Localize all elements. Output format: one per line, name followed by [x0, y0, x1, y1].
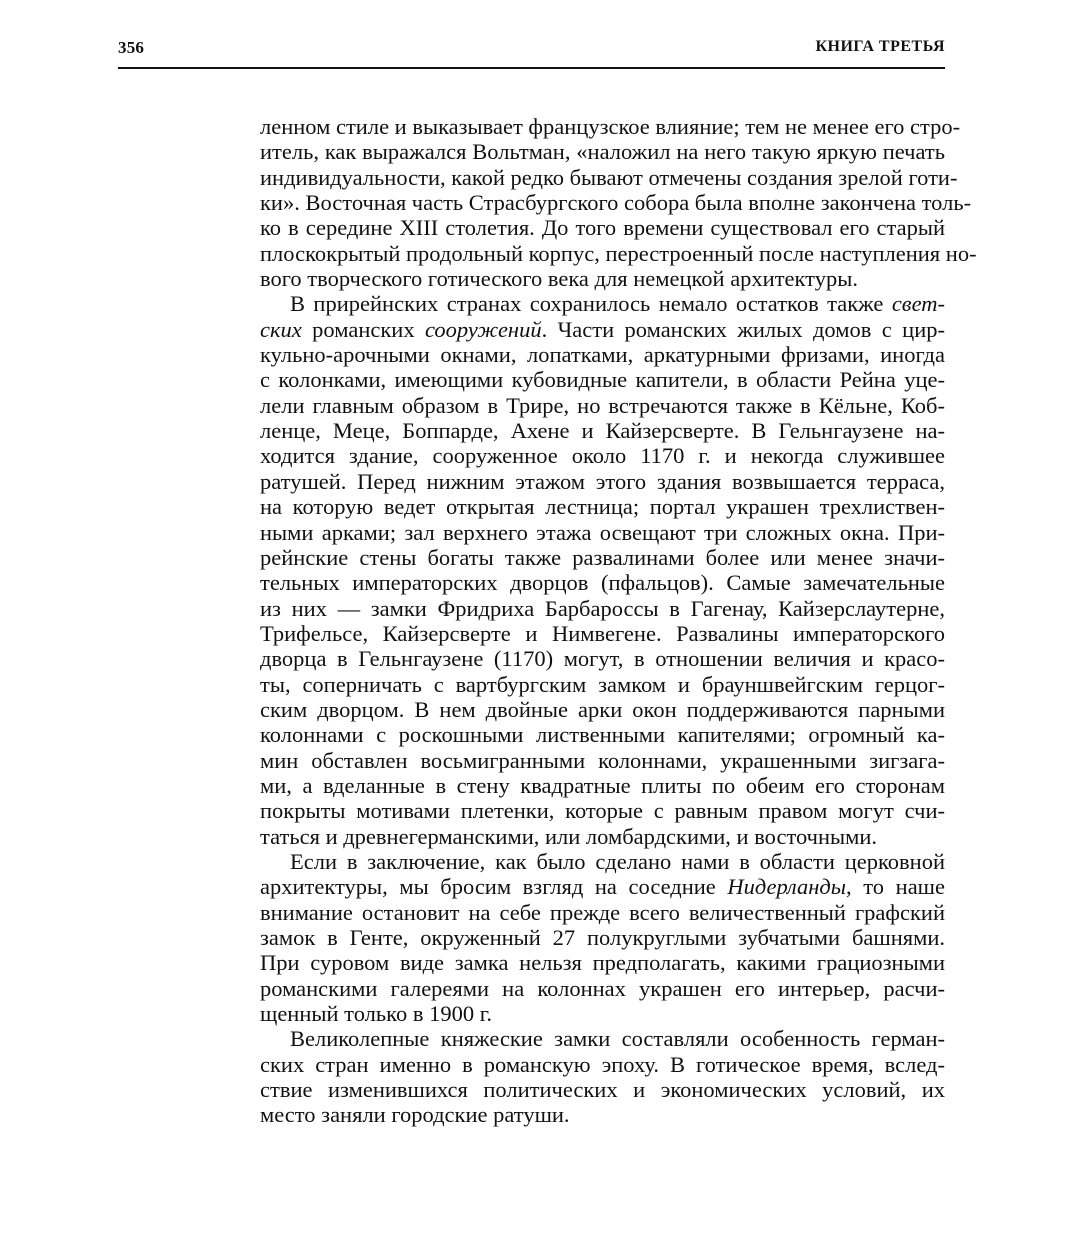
text-line	[260, 646, 945, 671]
text-line	[260, 520, 945, 545]
text-run: с колонками, имеющими кубовидные капители, в области Рейна уце-	[260, 367, 945, 393]
page-header	[118, 38, 945, 60]
text-line	[260, 570, 945, 595]
italic-text: Нидерланды	[727, 874, 847, 900]
text-run: Великолепные княжеские замки составляли особенность герман-	[290, 1026, 945, 1052]
text-run: на которую ведет открытая лестница; портал украшен трехлиствен-	[260, 494, 945, 520]
text-line	[260, 240, 977, 266]
text-run: ратушей. Перед нижним этажом этого здания возвышается терраса,	[260, 468, 945, 494]
text-line	[260, 925, 945, 950]
text-line	[260, 190, 972, 216]
text-line	[260, 291, 945, 316]
paragraph	[260, 1026, 945, 1127]
running-head: КНИГА ТРЕТЬЯ	[815, 38, 945, 55]
text-line	[260, 1102, 945, 1127]
text-line	[260, 443, 945, 468]
text-run: ствие изменившихся политических и экономических условий, их	[260, 1077, 945, 1103]
text-line	[260, 773, 945, 798]
text-run: рейнские стены богаты также развалинами более или менее значи-	[260, 544, 945, 570]
text-run: итель, как выражался Вольтман, «наложил на него такую яркую печать	[260, 139, 945, 165]
text-run: романскими галереями на колоннах украшен его интерьер, расчи-	[260, 975, 945, 1001]
text-run: , то наше	[846, 874, 945, 900]
text-run: щенный только в 1900 г.	[260, 1001, 493, 1027]
text-run: колоннами с роскошными лиственными капителями; огромный ка-	[260, 722, 945, 748]
text-run: В прирейнских странах сохранилось немало остатков также	[290, 291, 892, 317]
text-run: ты, соперничать с вартбургским замком и брауншвейгским герцог-	[260, 671, 945, 697]
text-line	[260, 900, 945, 925]
text-run: замок в Генте, окруженный 27 полукруглыми зубчатыми башнями.	[260, 925, 945, 950]
text-run: ленном стиле и выказывает французское влияние; тем не менее его стро-	[260, 114, 961, 139]
text-run: архитектуры, мы бросим взгляд на соседние	[260, 874, 728, 900]
text-line	[260, 215, 945, 240]
text-run: ными арками; зал верхнего этажа освещают три сложных окна. При-	[260, 519, 945, 545]
text-run: ским дворцом. В нем двойные арки окон поддерживаются парными	[260, 696, 945, 722]
text-line	[260, 874, 945, 899]
text-run: . Части романских жилых домов с цир-	[541, 316, 945, 342]
text-line	[260, 367, 945, 392]
text-run: лели главным образом в Трире, но встречаются также в Кёльне, Коб-	[260, 392, 945, 418]
italic-text: ских	[260, 316, 302, 342]
text-run: ских стран именно в романскую эпоху. В готическое время, вслед-	[260, 1051, 945, 1077]
text-run: ки». Восточная часть Страсбургского собора была вполне закончена толь-	[260, 190, 972, 216]
text-line	[260, 469, 945, 494]
paragraph	[260, 291, 945, 849]
text-run: кульно-арочными окнами, лопатками, аркатурными фризами, иногда	[260, 342, 945, 368]
text-line	[260, 1026, 945, 1051]
text-line	[260, 596, 945, 621]
text-line	[260, 697, 945, 722]
text-run: ко в середине XIII столетия. До того времени существовал его старый	[260, 215, 945, 241]
text-line	[260, 1077, 945, 1102]
text-line	[260, 798, 945, 823]
text-run: тельных императорских дворцов (пфальцов). Самые замечательные	[260, 570, 945, 596]
text-run: ходится здание, сооруженное около 1170 г. и некогда служившее	[260, 443, 945, 469]
text-run: таться и древнегерманскими, или ломбардскими, и восточными.	[260, 823, 878, 849]
italic-text: свет-	[891, 291, 945, 317]
paragraph	[260, 114, 977, 292]
page-number: 356	[118, 38, 145, 57]
text-line	[260, 139, 945, 164]
text-line	[260, 393, 945, 418]
text-line	[260, 545, 945, 570]
text-run: ленце, Меце, Боппарде, Ахене и Кайзерсверте. В Гельнгаузене на-	[260, 418, 945, 444]
text-run: покрыты мотивами плетенки, которые с равным правом могут счи-	[260, 798, 945, 824]
text-line	[260, 114, 961, 139]
text-run: мин обставлен восьмигранными колоннами, украшенными зигзага-	[260, 747, 945, 773]
paragraph	[260, 849, 945, 1026]
text-run: плоскокрытый продольный корпус, перестроенный после наступления но-	[260, 240, 977, 266]
text-run: дворца в Гельнгаузене (1170) могут, в отношении величия и красо-	[260, 646, 945, 672]
text-line	[260, 672, 945, 697]
text-run: ми, а вделанные в стену квадратные плиты по обеим его сторонам	[260, 772, 945, 798]
text-run: романских	[301, 316, 425, 342]
body-text	[260, 114, 977, 1128]
text-run: Если в заключение, как было сделано нами в области церковной	[290, 848, 945, 874]
text-line	[260, 342, 945, 367]
text-run: Трифельсе, Кайзерсверте и Нимвегене. Развалины императорского	[260, 620, 945, 646]
text-line	[260, 266, 945, 291]
text-line	[260, 418, 945, 443]
text-run: из них — замки Фридриха Барбароссы в Гагенау, Кайзерслаутерне,	[260, 595, 945, 621]
text-run: внимание остановит на себе прежде всего величественный графский	[260, 899, 945, 925]
italic-text: сооружений	[425, 316, 542, 342]
text-run: При суровом виде замка нельзя предполагать, какими грациозными	[260, 950, 945, 976]
header-rule	[118, 67, 945, 69]
text-line	[260, 1001, 945, 1026]
text-line	[260, 824, 945, 849]
text-line	[260, 976, 945, 1001]
text-line	[260, 849, 945, 874]
text-run: индивидуальности, какой редко бывают отмечены создания зрелой готи-	[260, 164, 958, 190]
text-line	[260, 317, 945, 342]
text-line	[260, 950, 945, 975]
text-line	[260, 722, 945, 747]
text-line	[260, 748, 945, 773]
text-line	[260, 621, 945, 646]
text-run: вого творческого готического века для немецкой архитектуры.	[260, 266, 858, 292]
text-run: место заняли городские ратуши.	[260, 1102, 570, 1128]
text-line	[260, 164, 958, 190]
text-line	[260, 1052, 945, 1077]
text-line	[260, 494, 945, 519]
